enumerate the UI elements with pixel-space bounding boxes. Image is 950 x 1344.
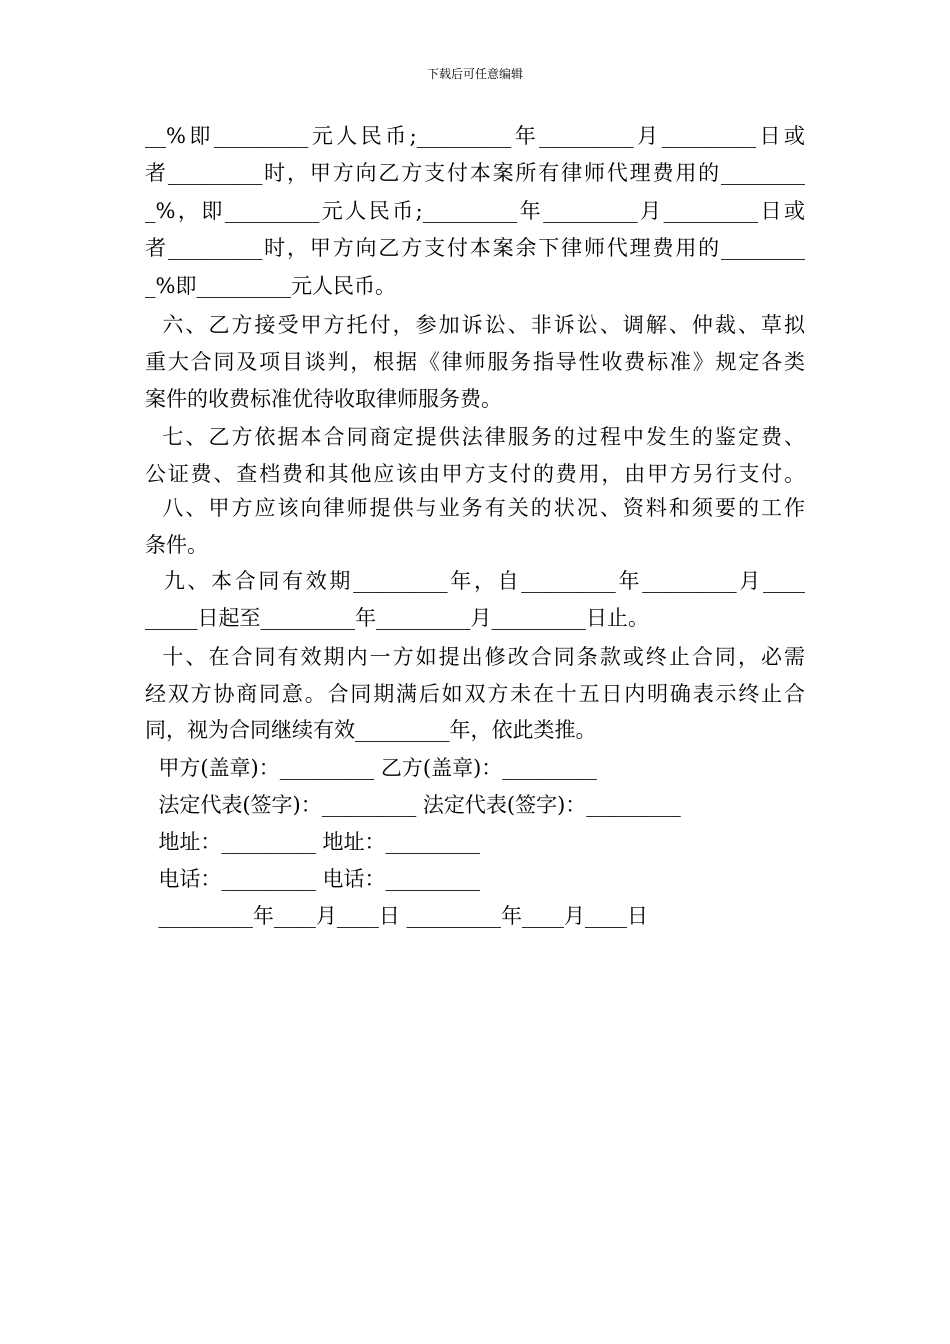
contract-line: 重大合同及项目谈判，根据《律师服务指导性收费标准》规定各类	[145, 350, 805, 374]
address-line: 地址：_________ 地址：_________	[145, 830, 481, 854]
clause-nine: 九、本合同有效期_________年，自_________年_________月____	[145, 569, 805, 593]
contract-line: _%，即_________元人民币;_________年_________月_________日或	[145, 199, 805, 223]
contract-line: _____日起至_________年_________月_________日止。	[145, 606, 649, 630]
party-seal-line: 甲方(盖章)：_________ 乙方(盖章)：_________	[145, 756, 597, 780]
contract-line: 公证费、查档费和其他应该由甲方支付的费用，由甲方另行支付。	[145, 462, 805, 486]
representative-signature-line: 法定代表(签字)：_________ 法定代表(签字)：_________	[145, 793, 681, 817]
clause-six: 六、乙方接受甲方托付，参加诉讼、非诉讼、调解、仲裁、草拟	[145, 313, 805, 337]
contract-line: 者_________时，甲方向乙方支付本案所有律师代理费用的________	[145, 161, 805, 185]
contract-line: 者_________时，甲方向乙方支付本案余下律师代理费用的________	[145, 236, 805, 260]
clause-eight: 八、甲方应该向律师提供与业务有关的状况、资料和须要的工作	[145, 496, 805, 520]
date-line: _________年____月____日 _________年____月____日	[145, 904, 649, 928]
clause-ten: 十、在合同有效期内一方如提出修改合同条款或终止合同，必需	[145, 645, 805, 669]
contract-line: 案件的收费标准优待收取律师服务费。	[145, 387, 502, 411]
phone-line: 电话：_________ 电话：_________	[145, 867, 481, 891]
contract-line: __%即_________元人民币;_________年_________月_________日或	[145, 124, 805, 148]
contract-line: 条件。	[145, 533, 208, 557]
page-header: 下载后可任意编辑	[426, 67, 523, 81]
contract-line: _%即_________元人民币。	[145, 274, 396, 298]
clause-seven: 七、乙方依据本合同商定提供法律服务的过程中发生的鉴定费、	[145, 425, 805, 449]
contract-line: 经双方协商同意。合同期满后如双方未在十五日内明确表示终止合	[145, 682, 805, 706]
contract-line: 同，视为合同继续有效_________年，依此类推。	[145, 718, 597, 742]
